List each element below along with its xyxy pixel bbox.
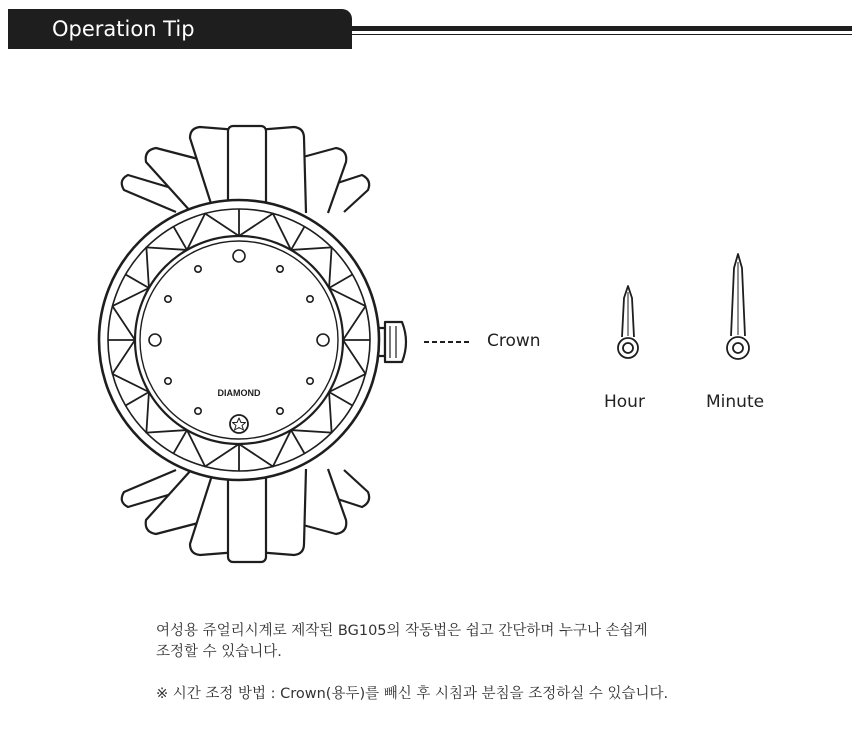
hour-marker	[233, 250, 245, 262]
description-line-1: 여성용 쥬얼리시계로 제작된 BG105의 작동법은 쉽고 간단하며 누구나 손쉽게	[156, 623, 648, 639]
crown-label: Crown	[487, 331, 541, 351]
hour-marker	[307, 296, 313, 302]
hour-hand-label: Hour	[604, 392, 645, 412]
description-line-2: 조정할 수 있습니다.	[156, 644, 282, 660]
hour-marker	[165, 378, 171, 384]
hour-marker	[195, 408, 201, 414]
minute-hand-label: Minute	[706, 392, 765, 412]
hour-marker	[277, 408, 283, 414]
watch-dial	[135, 236, 343, 444]
time-adjust-note: ※ 시간 조정 방법 : Crown(용두)를 빼신 후 시침과 분침을 조정하실 수 있습니다.	[156, 686, 669, 702]
hour-marker	[149, 334, 161, 346]
hour-marker	[165, 296, 171, 302]
description-text	[156, 621, 796, 663]
minute-hand-icon	[727, 254, 749, 359]
hour-marker	[317, 334, 329, 346]
dial-brand-text: DIAMOND	[217, 388, 261, 398]
dial-logo-icon	[230, 415, 248, 433]
hour-hand-icon	[618, 286, 638, 358]
hour-marker	[307, 378, 313, 384]
hour-marker	[195, 266, 201, 272]
hour-marker	[277, 266, 283, 272]
crown-knob	[377, 322, 406, 362]
page-title: Operation Tip	[52, 17, 195, 41]
